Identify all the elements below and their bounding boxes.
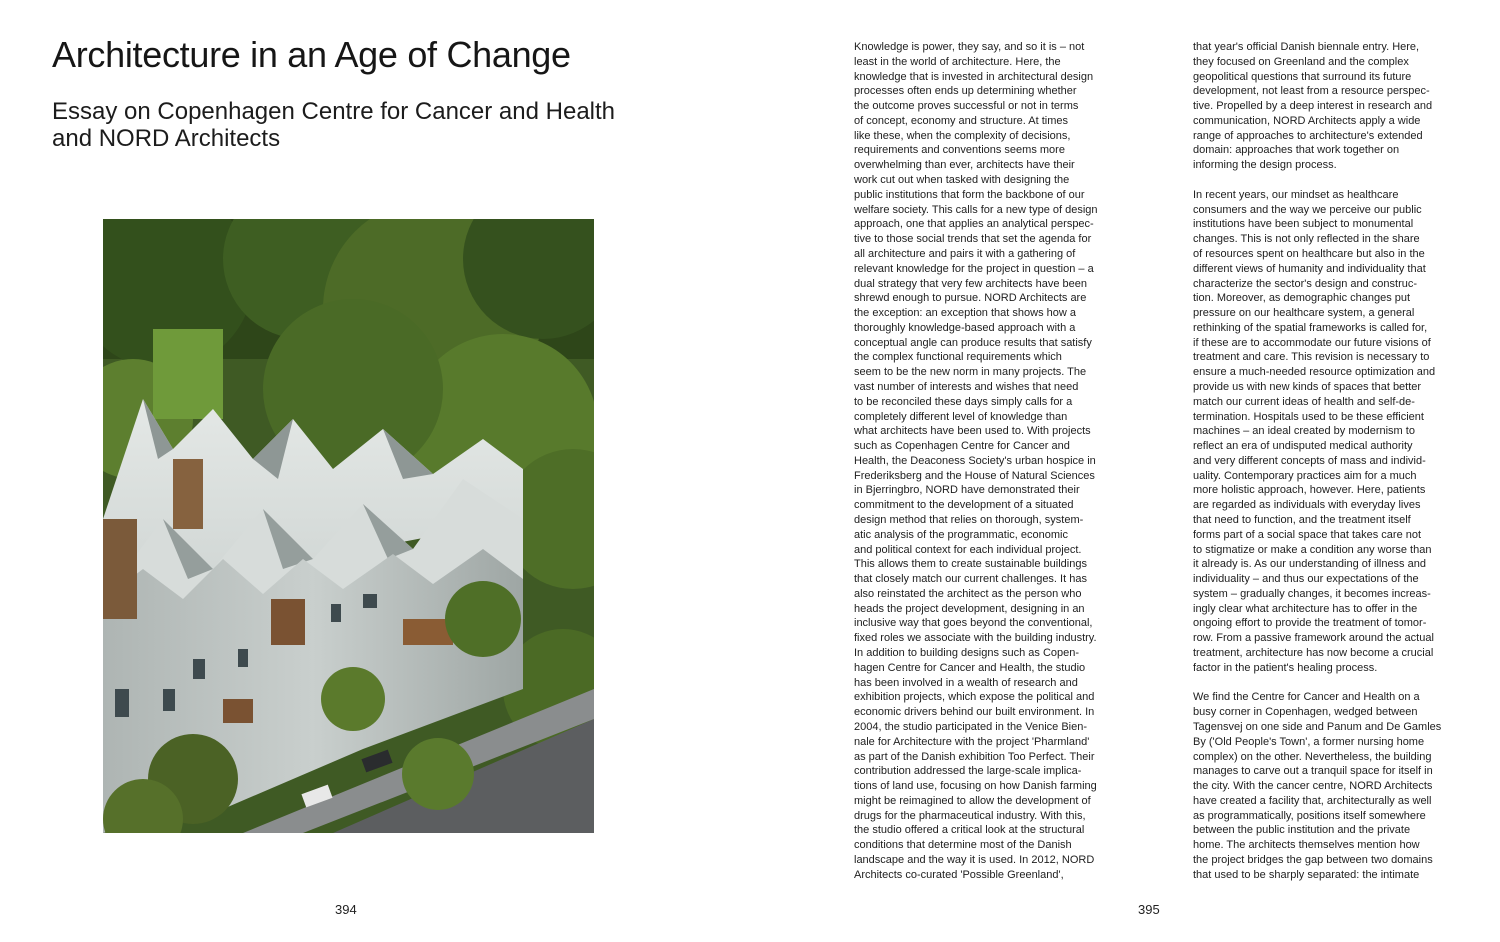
page-number-right: 395 [1138, 902, 1160, 917]
page-number-left: 394 [335, 902, 357, 917]
essay-title: Architecture in an Age of Change [52, 34, 571, 75]
building-aerial-photo [103, 219, 594, 833]
essay-subtitle: Essay on Copenhagen Centre for Cancer and Health and NORD Architects [52, 98, 616, 152]
essay-column-2: that year's official Danish biennale entry. Here, they focused on Greenland and the complex geopolitical questions that surround its future development, not least from a resource perspec- tive. Propelled by a deep interest in research and communication, NORD Architects apply a wide range of approaches to architecture's extended domain: approaches that work together on informing the design process. In recent years, our mindset as healthcare consumers and the way we perceive our public institutions have been subject to monumental changes. This is not only reflected in the share of resources spent on healthcare but also in the different views of humanity and individuality that characterize the sector's design and construc- tion. Moreover, as demographic changes put pressure on our healthcare system, a general rethinking of the spatial frameworks is called for, if these are to accommodate our future visions of treatment and care. This revision is necessary to ensure a much-needed resource optimization and provide us with new kinds of spaces that better match our current ideas of health and self-de- termination. Hospitals used to be these efficient machines – an ideal created by modernism to reflect an era of undisputed medical authority and very different concepts of mass and individ- uality. Contemporary practices aim for a much more holistic approach, however. Here, patients are regarded as individuals with everyday lives that need to function, and the treatment itself forms part of a social space that takes care not to stigmatize or make a condition any worse than it already is. As our understanding of illness and individuality – and thus our expectations of the system – gradually changes, it becomes increas- ingly clear what architecture has to offer in the ongoing effort to provide the treatment of tomor- row. From a passive framework around the actual treatment, architecture has now become a crucial factor in the patient's healing process. We find the Centre for Cancer and Health on a busy corner in Copenhagen, wedged between Tagensvej on one side and Panum and De Gamles By ('Old People's Town', a former nursing home complex) on the other. Nevertheless, the building manages to carve out a tranquil space for itself in the city. With the cancer centre, NORD Architects have created a facility that, architecturally as well as programmatically, positions itself somewhere between the public institution and the private home. The architects themselves mention how the project bridges the gap between two domains that used to be sharply separated: the intimate [1193, 41, 1442, 881]
essay-column-1: Knowledge is power, they say, and so it is – not least in the world of architecture. Here, the knowledge that is invested in architectural design processes often ends up determining whether the outcome proves successful or not in terms of concept, economy and structure. At times like these, when the complexity of decisions, requirements and conventions seems more overwhelming than ever, architects have their work cut out when tasked with designing the public institutions that form the backbone of our welfare society. This calls for a new type of design approach, one that applies an analytical perspec- tive to those social trends that set the agenda for all architecture and pairs it with a gathering of relevant knowledge for the project in question – a dual strategy that very few architects have been shrewd enough to pursue. NORD Architects are the exception: an exception that shows how a thoroughly knowledge-based approach with a conceptual angle can produce results that satisfy the complex functional requirements which seem to be the new norm in many projects. The vast number of interests and wishes that need to be reconciled these days simply calls for a completely different level of knowledge than what architects have been used to. With projects such as Copenhagen Centre for Cancer and Health, the Deaconess Society's urban hospice in Frederiksberg and the House of Natural Sciences in Bjerringbro, NORD have demonstrated their commitment to the development of a situated design method that relies on thorough, system- atic analysis of the programmatic, economic and political context for each individual project. This allows them to create sustainable buildings that closely match our current challenges. It has also reinstated the architect as the person who heads the project development, designing in an inclusive way that goes beyond the conventional, fixed roles we associate with the building industry. In addition to building designs such as Copen- hagen Centre for Cancer and Health, the studio has been involved in a wealth of research and exhibition projects, which expose the political and economic drivers behind our built environment. In 2004, the studio participated in the Venice Bien- nale for Architecture with the project 'Pharmland' as part of the Danish exhibition Too Perfect. Their contribution addressed the large-scale implica- tions of land use, focusing on how Danish farming might be reimagined to allow the development of drugs for the pharmaceutical industry. With this, the studio offered a critical look at the structural conditions that determine most of the Danish landscape and the way it is used. In 2012, NORD Architects co-curated 'Possible Greenland', [854, 41, 1098, 881]
